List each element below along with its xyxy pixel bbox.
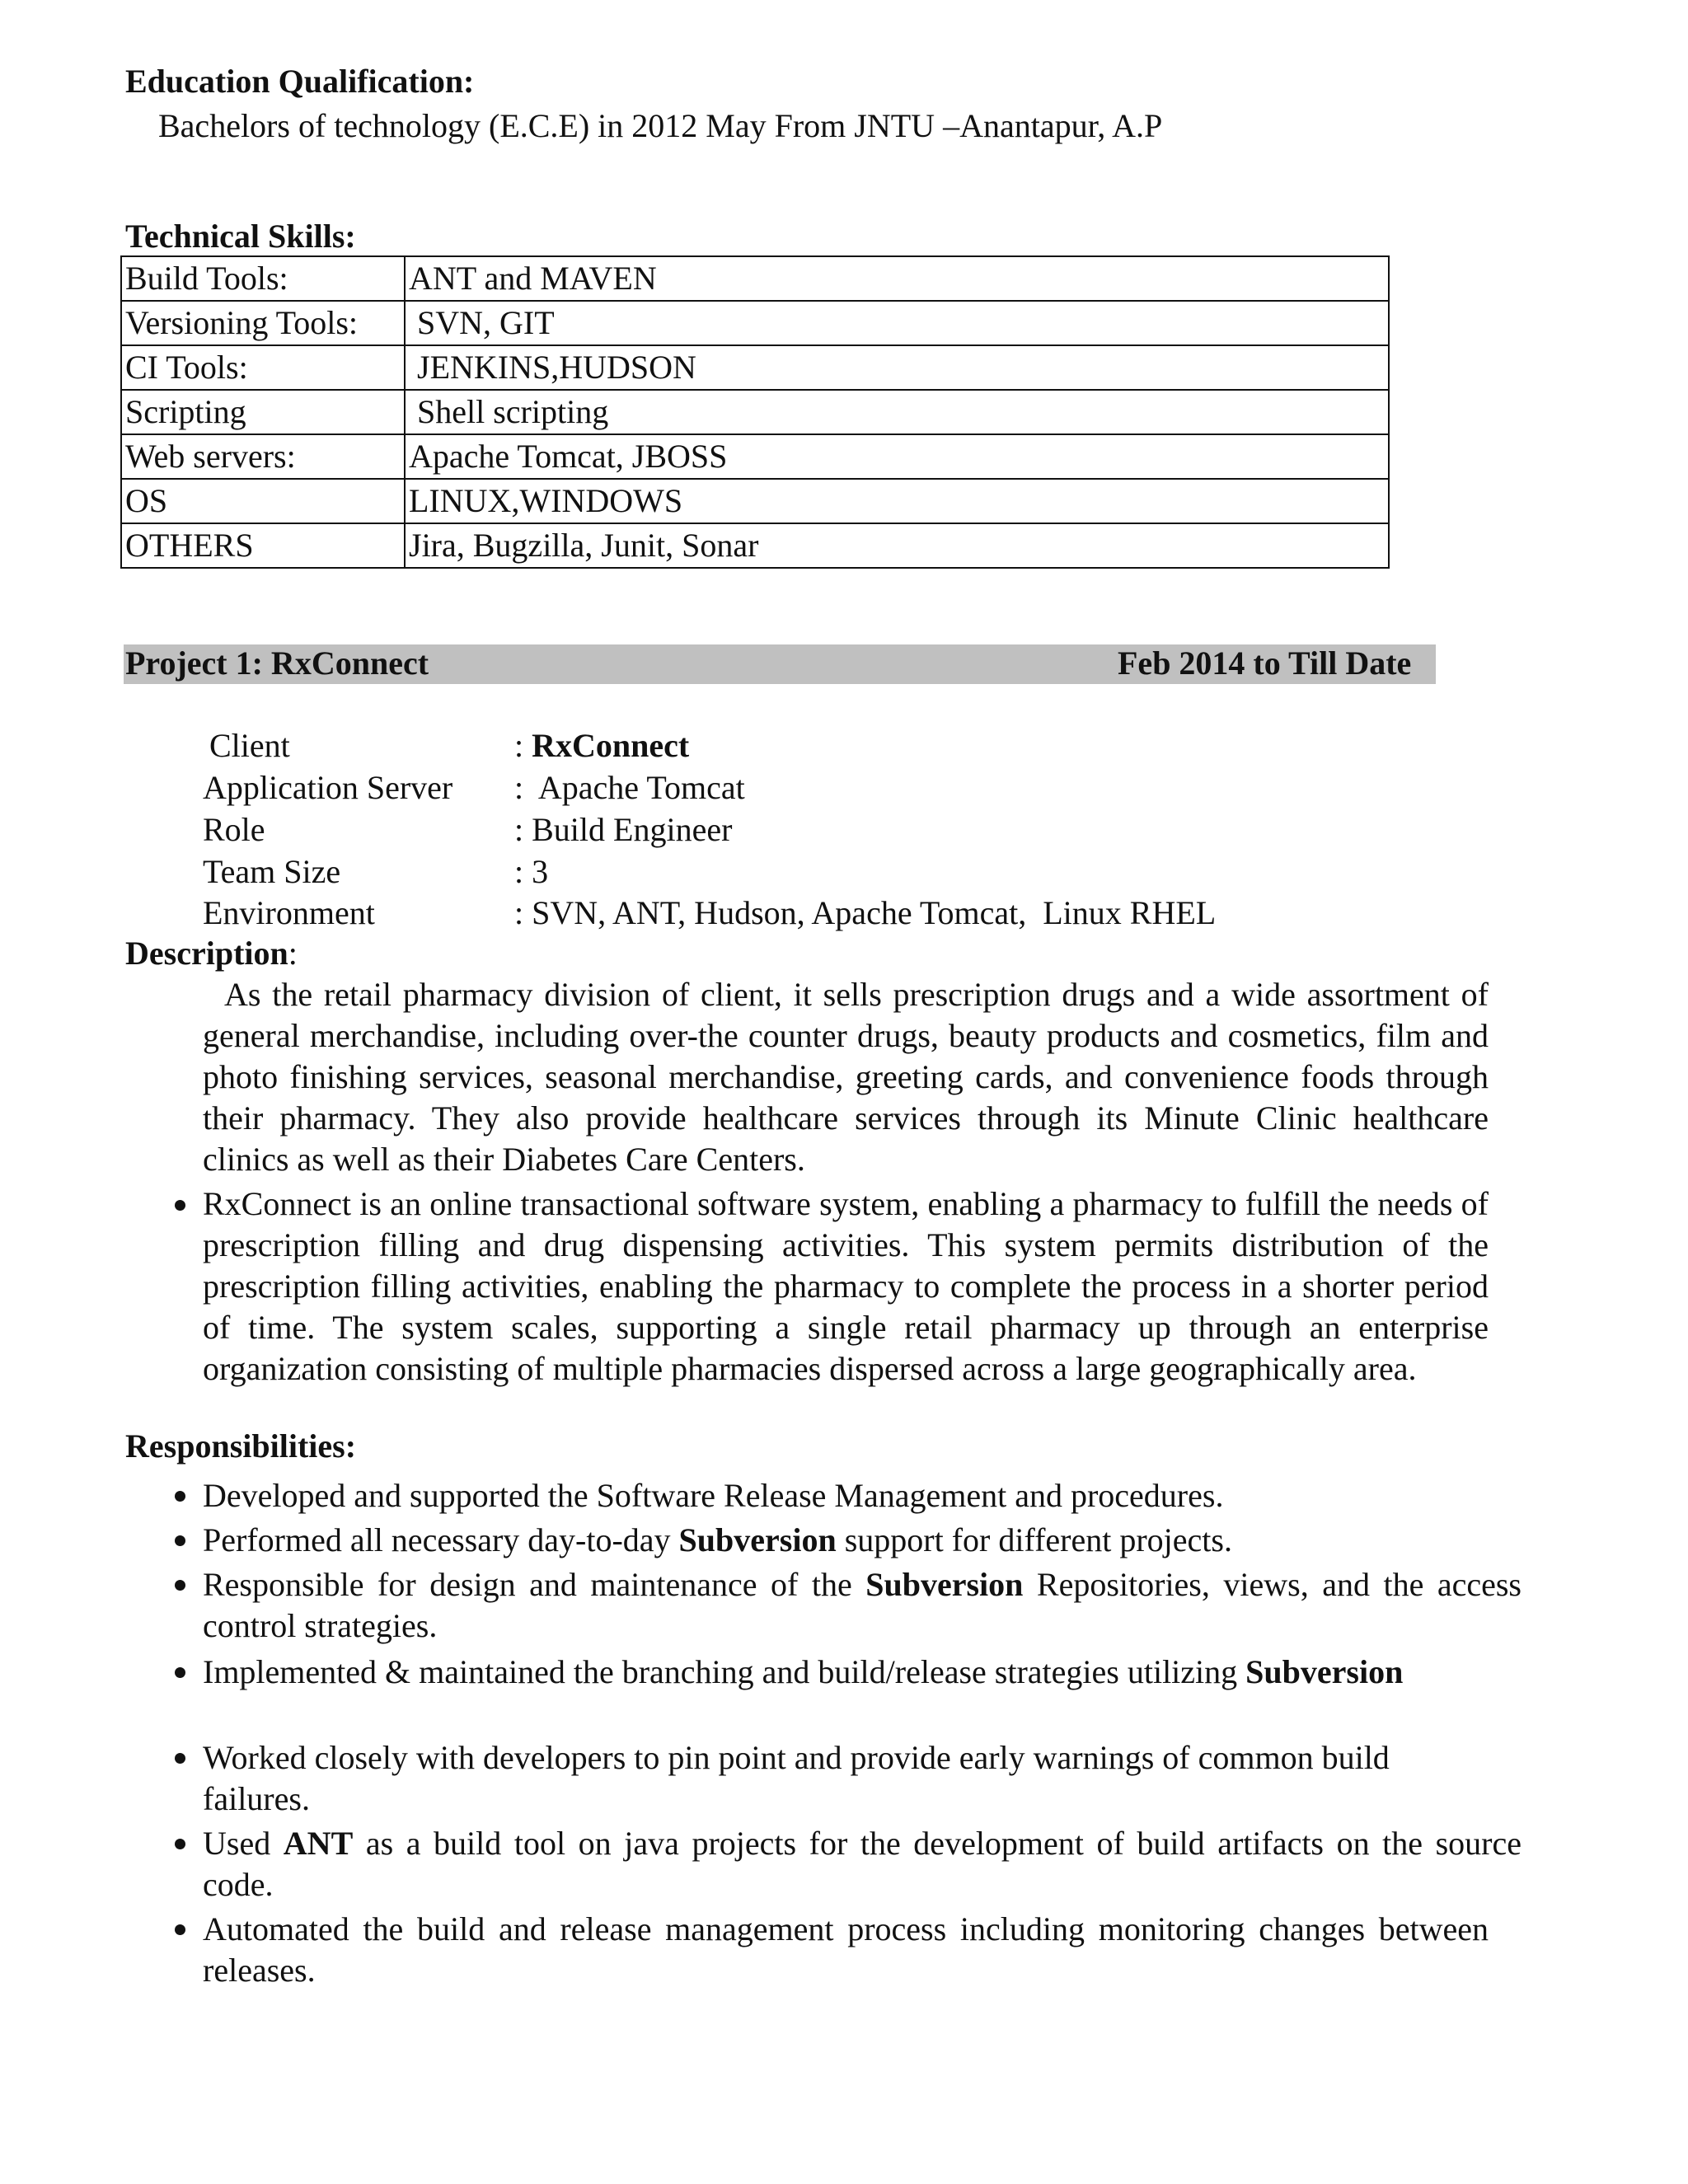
skill-value: SVN, GIT <box>405 301 1389 345</box>
project-title: Project 1: RxConnect <box>125 644 429 682</box>
skill-category: Build Tools: <box>121 256 405 301</box>
project-dates: Feb 2014 to Till Date <box>1118 644 1412 682</box>
list-item-text: Implemented & maintained the branching and build/release strategies utilizing <box>203 1653 1246 1690</box>
info-label-environment: Environment <box>203 894 375 931</box>
environment-list: SVN, ANT, Hudson, Apache Tomcat, Linux RHEL <box>532 894 1217 931</box>
skill-value: Jira, Bugzilla, Junit, Sonar <box>405 523 1389 568</box>
bullet-icon <box>175 1753 185 1764</box>
skill-category: OS <box>121 479 405 523</box>
list-item-bold: Subversion <box>678 1521 837 1558</box>
description-paragraph: As the retail pharmacy division of client, it sells prescription drugs and a wide assortment of general merchandise, including over-the counter drugs, beauty products and cosmetics, film and photo finishing services, seasonal merchandise, greeting cards, and convenience foods through their pharmacy. They also provide healthcare services through its Minute Clinic healthcare clinics as well as their Diabetes Care Centers. <box>203 976 1489 1178</box>
table-row <box>121 301 1389 345</box>
info-value-team-size <box>514 851 548 893</box>
skill-category: Scripting <box>121 390 405 434</box>
skill-value: LINUX,WINDOWS <box>405 479 1389 523</box>
table-row <box>121 390 1389 434</box>
bullet-icon <box>175 1667 185 1678</box>
list-item-text: support for different projects. <box>836 1521 1232 1558</box>
skill-value: JENKINS,HUDSON <box>405 345 1389 390</box>
bullet-icon <box>175 1580 185 1591</box>
bullet-icon <box>175 1839 185 1849</box>
skill-category: OTHERS <box>121 523 405 568</box>
team-size-number: 3 <box>532 853 549 890</box>
list-item <box>203 1823 1522 1905</box>
table-row <box>121 434 1389 479</box>
description-heading-colon: : <box>288 935 298 972</box>
info-separator: : <box>514 727 532 764</box>
list-item <box>203 1909 1489 1991</box>
table-row <box>121 256 1389 301</box>
info-label-team-size: Team Size <box>203 853 341 890</box>
info-separator: : <box>514 811 532 848</box>
client-name: RxConnect <box>532 727 690 764</box>
list-item-text: Performed all necessary day-to-day <box>203 1521 679 1558</box>
info-value-environment <box>514 893 1216 934</box>
info-value-app-server <box>514 767 745 808</box>
skill-value: Apache Tomcat, JBOSS <box>405 434 1389 479</box>
list-item <box>203 1652 1434 1693</box>
skills-table <box>120 255 1390 569</box>
info-separator: : <box>514 853 532 890</box>
bullet-icon <box>175 1535 185 1546</box>
app-server-name: Apache Tomcat <box>537 769 745 806</box>
table-row <box>121 345 1389 390</box>
list-item-text: as a build tool on java projects for the development of build artifacts on the source code. <box>203 1825 1522 1903</box>
skills-heading: Technical Skills: <box>125 218 356 255</box>
info-separator: : <box>514 769 538 806</box>
skill-category: Versioning Tools: <box>121 301 405 345</box>
education-detail: Bachelors of technology (E.C.E) in 2012 May From JNTU –Anantapur, A.P <box>158 107 1163 144</box>
responsibilities-heading: Responsibilities: <box>125 1427 357 1465</box>
list-item-bold: Subversion <box>1245 1653 1404 1690</box>
description-heading-text: Description <box>125 935 288 972</box>
bullet-icon <box>175 1491 185 1502</box>
description-bullet: RxConnect is an online transactional software system, enabling a pharmacy to fulfill the needs of prescription filling and drug dispensing activities. This system permits distribution of the prescription filling activities, enabling the pharmacy to complete the process in a shorter period of time. The system scales, supporting a single retail pharmacy up through an enterprise organization consisting of multiple pharmacies dispersed across a large geographically area. <box>203 1185 1489 1387</box>
info-separator: : <box>514 894 532 931</box>
list-item <box>203 1737 1489 1820</box>
info-value-role <box>514 809 732 851</box>
info-value-client <box>514 725 689 766</box>
skill-value: Shell scripting <box>405 390 1389 434</box>
list-item <box>203 1475 1522 1516</box>
list-item-bold: ANT <box>283 1825 354 1862</box>
info-label-client: Client <box>209 727 290 764</box>
role-name: Build Engineer <box>532 811 733 848</box>
education-heading: Education Qualification: <box>125 63 475 100</box>
bullet-icon <box>175 1924 185 1935</box>
list-item-text: Worked closely with developers to pin point and provide early warnings of common build failures. <box>203 1739 1390 1817</box>
list-item-text: Used <box>203 1825 284 1862</box>
table-row <box>121 523 1389 568</box>
list-item-text: Repositories, views, and the access control strategies. <box>203 1566 1522 1644</box>
list-item <box>203 1520 1522 1561</box>
bullet-icon <box>175 1200 185 1211</box>
table-row <box>121 479 1389 523</box>
list-item-bold: Subversion <box>865 1566 1024 1603</box>
list-item-text: Automated the build and release management process including monitoring changes between releases. <box>203 1910 1489 1989</box>
info-label-role: Role <box>203 811 265 848</box>
list-item <box>203 1564 1522 1647</box>
skill-category: CI Tools: <box>121 345 405 390</box>
skill-value: ANT and MAVEN <box>405 256 1389 301</box>
list-item-text: Developed and supported the Software Release Management and procedures. <box>203 1477 1224 1514</box>
skill-category: Web servers: <box>121 434 405 479</box>
info-label-app-server: Application Server <box>203 769 453 806</box>
list-item-text: Responsible for design and maintenance of the <box>203 1566 866 1603</box>
description-heading <box>125 933 298 974</box>
